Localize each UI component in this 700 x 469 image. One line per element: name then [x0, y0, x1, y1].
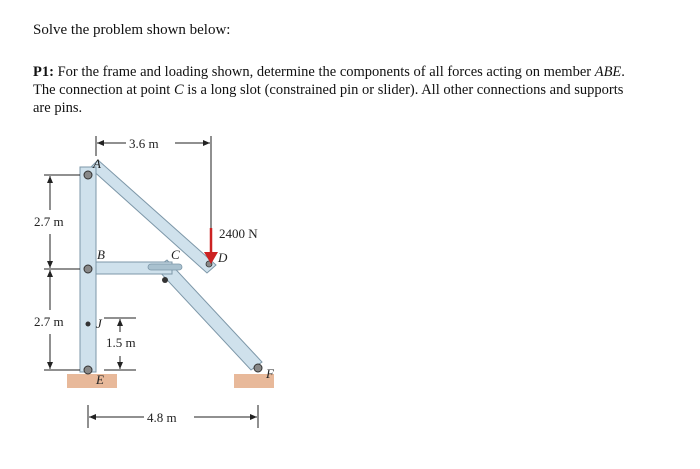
label-J: J [96, 316, 102, 331]
intro-text: Solve the problem shown below: [33, 22, 231, 38]
label-D: D [218, 250, 228, 265]
dim-left-upper-label: 2.7 m [34, 214, 64, 229]
problem-text-3: is a long slot (constrained pin or slider). All other connections and supports are pins. [33, 82, 624, 116]
problem-member: ABE [594, 64, 622, 80]
pin-C [162, 277, 168, 283]
label-E: E [96, 372, 104, 387]
problem-slot-point: C [173, 82, 184, 98]
problem-text-1: For the frame and loading shown, determine the components of all forces acting on member [57, 64, 592, 80]
dim-left-lower-label: 2.7 m [34, 314, 64, 329]
dim-bottom-label: 4.8 m [147, 410, 177, 425]
pin-F [254, 364, 262, 372]
slot-C [148, 264, 182, 270]
dim-inner-label: 1.5 m [106, 335, 136, 350]
load-label: 2400 N [219, 226, 258, 241]
member-AD [90, 160, 216, 273]
label-C: C [171, 247, 180, 262]
label-B: B [97, 247, 105, 262]
member-CF [156, 260, 262, 370]
pin-A [84, 171, 92, 179]
pin-J [86, 322, 91, 327]
problem-text-2: . The connection at point [33, 64, 625, 98]
problem-number: P1: [33, 64, 54, 80]
support-ground-E [67, 374, 117, 388]
label-F: F [266, 366, 274, 381]
label-A: A [93, 156, 101, 171]
pin-E [84, 366, 92, 374]
pin-B [84, 265, 92, 273]
dim-top-label: 3.6 m [129, 136, 159, 151]
